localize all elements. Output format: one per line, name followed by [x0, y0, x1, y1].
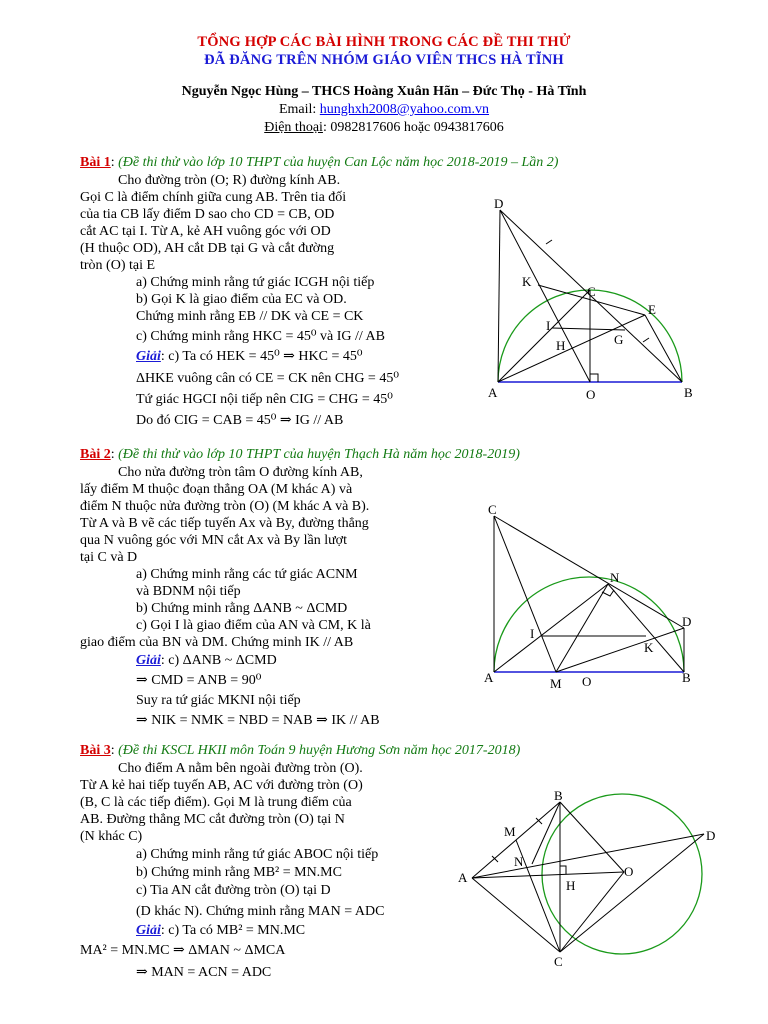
problem2-line: b) Chứng minh rằng ΔANB ~ ΔCMD: [136, 601, 348, 616]
problem1-label: Bài 1: [80, 155, 111, 170]
phone-label: Điện thoại: [264, 120, 323, 135]
problem2-solution-line: [136, 652, 277, 669]
problem1-line: của tia CB lấy điểm D sao cho CD = CB, OD: [80, 207, 335, 222]
segment-ac: [498, 290, 590, 382]
problem3-solution-line: MA² = MN.MC ⇒ ΔMAN ~ ΔMCA: [80, 943, 286, 958]
email-link[interactable]: hunghxh2008@yahoo.com.vn: [319, 102, 490, 117]
label-b: B: [682, 670, 691, 685]
label-h: H: [566, 878, 576, 893]
problem2-line: c) Gọi I là giao điểm của AN và CM, K là: [136, 618, 371, 633]
problem1-line: c) Chứng minh rằng HKC = 45⁰ và IG // AB: [136, 329, 385, 344]
segment-cd: [560, 834, 704, 952]
label-c: C: [587, 284, 596, 299]
problem2-figure: [480, 500, 710, 690]
segment-cd: [494, 516, 684, 628]
author-line: Nguyễn Ngọc Hùng – THCS Hoàng Xuân Hãn – Đức Thọ - Hà Tĩnh: [181, 84, 587, 99]
problem3-line: (B, C là các tiếp điểm). Gọi M là trung điểm của: [80, 795, 352, 810]
problem3-line: AB. Đường thẳng MC cắt đường tròn (O) tại N: [80, 812, 345, 827]
segment-ae: [498, 315, 645, 382]
problem2-solution-label: Giải: [136, 653, 161, 668]
label-m: M: [504, 824, 516, 839]
tick-mark: [546, 240, 552, 244]
label-n: N: [610, 570, 620, 585]
right-angle-mark: [590, 374, 598, 382]
problem1-heading: Bài 1: (Đề thi thử vào lớp 10 THPT của huyện Can Lộc năm học 2018-2019 – Lần 2): [80, 155, 559, 170]
problem1-line: tròn (O) tại E: [80, 258, 156, 273]
problem2-solution-line: ⇒ NIK = NMK = NBD = NAB ⇒ IK // AB: [136, 713, 380, 728]
label-c: C: [488, 502, 497, 517]
label-g: G: [614, 332, 624, 347]
email-label: Email: [278, 102, 313, 117]
problem2-line: Từ A và B vẽ các tiếp tuyến Ax và By, đường thẳng: [80, 516, 369, 531]
label-i: I: [546, 318, 551, 333]
right-angle-mark: [560, 866, 566, 874]
problem2-line: điểm N thuộc nửa đường tròn (O) (M khác A và B).: [80, 499, 370, 514]
phone-number: 0982817606 hoặc 0943817606: [330, 120, 504, 135]
problem2-line: a) Chứng minh rằng các tứ giác ACNM: [136, 567, 358, 582]
label-o: O: [586, 387, 596, 402]
label-c: C: [554, 954, 563, 969]
problem3-line: c) Tia AN cắt đường tròn (O) tại D: [136, 883, 331, 898]
problem1-solution-line: ΔHKE vuông cân có CE = CK nên CHG = 45⁰: [136, 371, 399, 386]
problem3-solution-line: ⇒ MAN = ACN = ADC: [136, 965, 272, 980]
segment-eb: [645, 315, 682, 382]
problem1-solution-line: Tứ giác HGCI nội tiếp nên CIG = CHG = 45⁰: [136, 392, 393, 407]
label-d: D: [706, 828, 716, 843]
problem2-line: lấy điểm M thuộc đoạn thẳng OA (M khác A) và: [80, 482, 353, 497]
label-a: A: [488, 385, 498, 400]
label-o: O: [624, 864, 634, 879]
problem1-line: b) Gọi K là giao điểm của EC và OD.: [136, 292, 347, 307]
problem1-solution-label: Giải: [136, 349, 161, 364]
label-a: A: [484, 670, 494, 685]
problem3-solution-label: Giải: [136, 923, 161, 938]
problem3-heading: Bài 3: (Đề thi KSCL HKII môn Toán 9 huyện Hương Sơn năm học 2017-2018): [80, 743, 521, 758]
problem1-line: Gọi C là điểm chính giữa cung AB. Trên tia đối: [80, 190, 347, 205]
phone-line: Điện thoại: 0982817606 hoặc 0943817606: [264, 120, 504, 135]
label-e: E: [648, 302, 656, 317]
problem3-source: (Đề thi KSCL HKII môn Toán 9 huyện Hương Sơn năm học 2017-2018): [118, 743, 521, 758]
problem3-line: Cho điểm A nằm bên ngoài đường tròn (O).: [118, 761, 363, 776]
problem3-line: (N khác C): [80, 829, 143, 844]
problem2-solution-line: ⇒ CMD = ANB = 90⁰: [136, 673, 262, 688]
label-b: B: [684, 385, 693, 400]
problem3-solution-text: : c) Ta có MB² = MN.MC: [160, 923, 306, 938]
label-n: N: [514, 854, 524, 869]
problem3-label: Bài 3: [80, 743, 111, 758]
problem1-solution-line: Do đó CIG = CAB = 45⁰ ⇒ IG // AB: [136, 413, 344, 428]
segment-ao: [472, 872, 624, 878]
label-a: A: [458, 870, 468, 885]
problem3-solution-line: [136, 922, 305, 939]
tick-mark: [643, 338, 649, 342]
label-i: I: [530, 626, 535, 641]
problem1-line: (H thuộc OD), AH cắt DB tại G và cắt đường: [80, 241, 335, 256]
segment-da: [498, 210, 500, 382]
problem2-line: giao điểm của BN và DM. Chứng minh IK // AB: [80, 635, 354, 650]
problem3-line: Từ A kẻ hai tiếp tuyến AB, AC với đường tròn (O): [80, 778, 363, 793]
problem2-line: Cho nửa đường tròn tâm O đường kính AB,: [118, 465, 363, 480]
problem2-line: và BDNM nội tiếp: [136, 584, 241, 599]
problem2-solution-line: Suy ra tứ giác MKNI nội tiếp: [136, 693, 301, 708]
problem1-line: Cho đường tròn (O; R) đường kính AB.: [118, 173, 341, 188]
problem1-line: Chứng minh rằng EB // DK và CE = CK: [136, 309, 364, 324]
problem1-solution-line: [136, 348, 362, 365]
semicircle: [494, 577, 684, 672]
problem2-line: tại C và D: [80, 550, 138, 565]
segment-bn: [532, 802, 560, 864]
label-h: H: [556, 338, 566, 353]
problem3-line: a) Chứng minh rằng tứ giác ABOC nội tiếp: [136, 847, 379, 862]
label-m: M: [550, 676, 562, 690]
problem1-source: (Đề thi thử vào lớp 10 THPT của huyện Can Lộc năm học 2018-2019 – Lần 2): [118, 155, 559, 170]
problem1-solution-text: : c) Ta có HEK = 45⁰ ⇒ HKC = 45⁰: [160, 349, 363, 364]
email-line: Email: hunghxh2008@yahoo.com.vn: [278, 102, 490, 117]
problem3-line: (D khác N). Chứng minh rằng MAN = ADC: [136, 904, 385, 919]
problem3-figure: [452, 786, 732, 970]
segment-ad: [472, 834, 704, 878]
problem2-line: qua N vuông góc với MN cắt Ax và By lần lượt: [80, 533, 347, 548]
problem2-label: Bài 2: [80, 447, 111, 462]
document-title-line2: ĐÃ ĐĂNG TRÊN NHÓM GIÁO VIÊN THCS HÀ TĨNH: [204, 52, 564, 68]
tangent-ac: [472, 878, 560, 952]
problem3-line: b) Chứng minh rằng MB² = MN.MC: [136, 865, 342, 880]
label-d: D: [682, 614, 692, 629]
problem2-solution-text: : c) ΔANB ~ ΔCMD: [160, 653, 277, 668]
label-k: K: [644, 640, 654, 655]
problem1-line: cắt AC tại I. Từ A, kẻ AH vuông góc với OD: [80, 224, 331, 239]
problem1-line: a) Chứng minh rằng tứ giác ICGH nội tiếp: [136, 275, 375, 290]
problem2-heading: Bài 2: (Đề thi thử vào lớp 10 THPT của huyện Thạch Hà năm học 2018-2019): [80, 447, 520, 462]
problem2-source: (Đề thi thử vào lớp 10 THPT của huyện Thạch Hà năm học 2018-2019): [118, 447, 520, 462]
problem1-figure: [480, 190, 710, 410]
label-k: K: [522, 274, 532, 289]
segment-bo: [560, 802, 624, 872]
segment-mn: [556, 584, 608, 672]
label-b: B: [554, 788, 563, 803]
document-title-line1: TỔNG HỢP CÁC BÀI HÌNH TRONG CÁC ĐỀ THI THỬ: [197, 34, 571, 50]
label-d: D: [494, 196, 504, 211]
label-o: O: [582, 674, 592, 689]
